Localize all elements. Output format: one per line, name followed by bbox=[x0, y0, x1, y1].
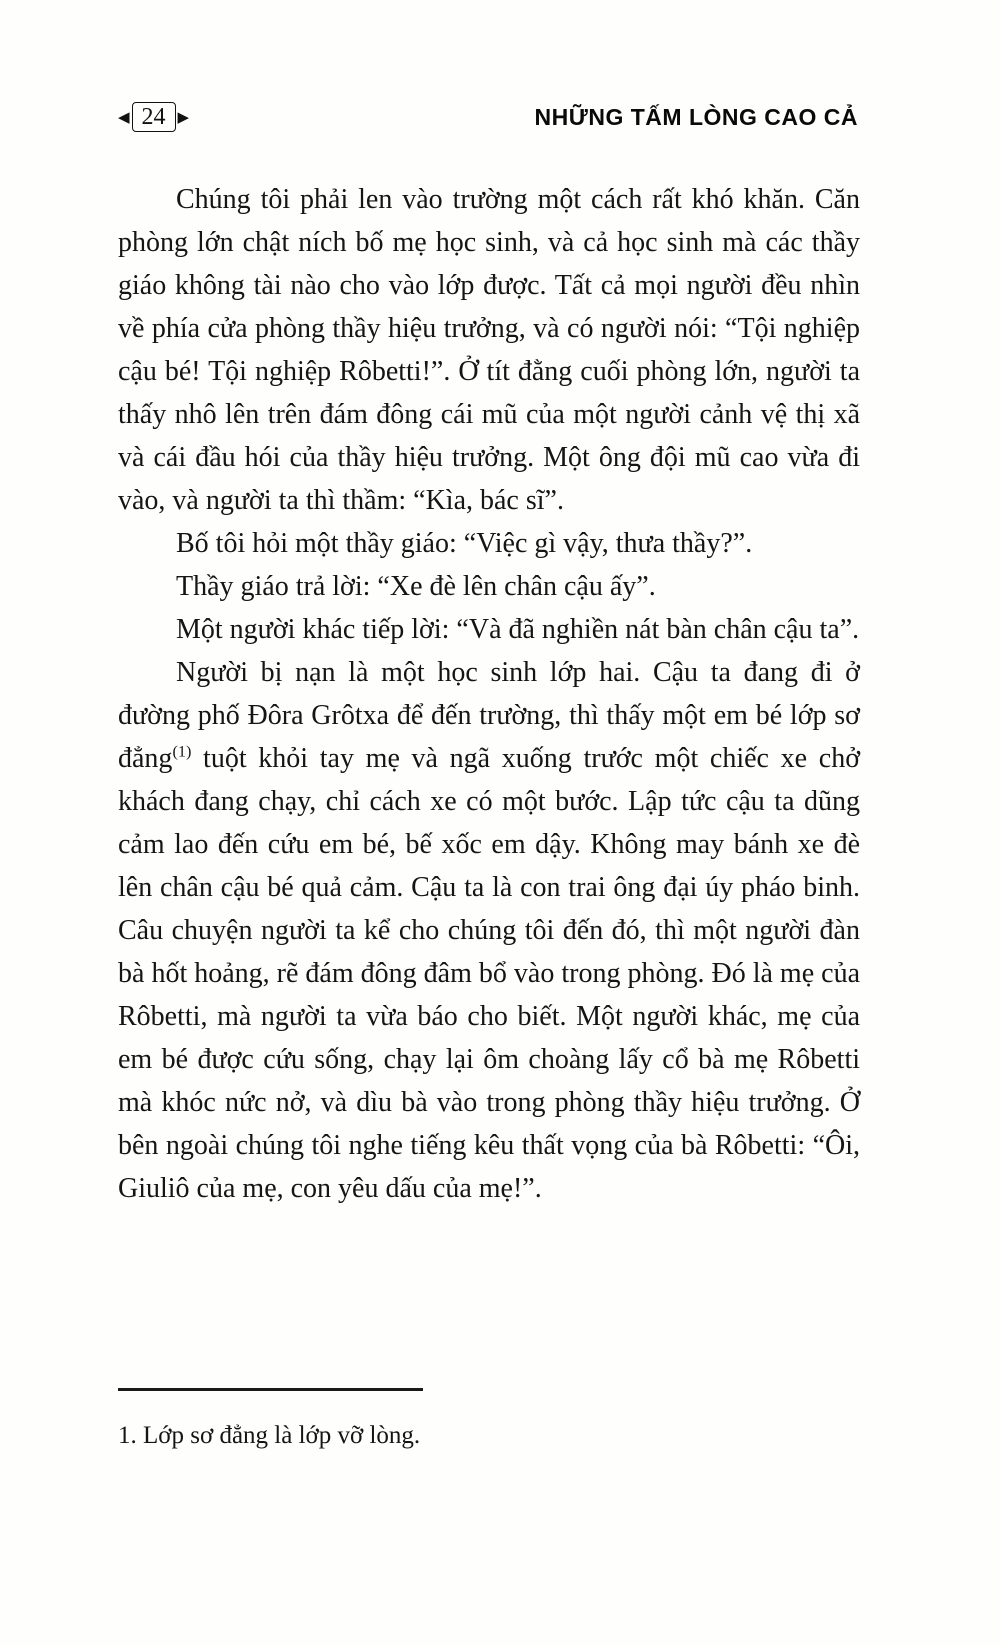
left-arrow-icon: ◀ bbox=[118, 107, 130, 126]
paragraph bbox=[118, 651, 860, 1210]
paragraph-text: Người bị nạn là một học sinh lớp hai. Cậu ta đang đi ở đường phố Đôra Grôtxa để đến trường, thì thấy một em bé lớp sơ đẳng bbox=[118, 657, 860, 774]
paragraph-text: tuột khỏi tay mẹ và ngã xuống trước một chiếc xe chở khách đang chạy, chỉ cách xe có một bước. Lập tức cậu ta dũng cảm lao đến cứu em bé, bế xốc em dậy. Không may bánh xe đè lên chân cậu bé quả cảm. Cậu ta là con trai ông đại úy pháo binh. Câu chuyện người ta kể cho chúng tôi đến đó, thì một người đàn bà hốt hoảng, rẽ đám đông đâm bổ vào trong phòng. Đó là mẹ của Rôbetti, mà người ta vừa báo cho biết. Một người khác, mẹ của em bé được cứu sống, chạy lại ôm choàng lấy cổ bà mẹ Rôbetti mà khóc nức nở, và dìu bà vào trong phòng thầy hiệu trưởng. Ở bên ngoài chúng tôi nghe tiếng kêu thất vọng của bà Rôbetti: “Ôi, Giuliô của mẹ, con yêu dấu của mẹ!”. bbox=[118, 743, 860, 1204]
paragraph: Thầy giáo trả lời: “Xe đè lên chân cậu ấy”. bbox=[176, 571, 656, 602]
footnote: 1. Lớp sơ đẳng là lớp vỡ lòng. bbox=[118, 1422, 421, 1449]
footnote-divider bbox=[118, 1388, 423, 1391]
page-number-badge bbox=[118, 102, 189, 132]
footnote-ref: (1) bbox=[172, 742, 192, 761]
page-number: 24 bbox=[132, 102, 176, 132]
paragraph: Bố tôi hỏi một thầy giáo: “Việc gì vậy, thưa thầy?”. bbox=[176, 528, 753, 559]
paragraph: Chúng tôi phải len vào trường một cách rất khó khăn. Căn phòng lớn chật ních bố mẹ học sinh, và cả học sinh mà các thầy giáo không tài nào cho vào lớp được. Tất cả mọi người đều nhìn về phía cửa phòng thầy hiệu trưởng, và có người nói: “Tội nghiệp cậu bé! Tội nghiệp Rôbetti!”. Ở tít đằng cuối phòng lớn, người ta thấy nhô lên trên đám đông cái mũ của một người cảnh vệ thị xã và cái đầu hói của thầy hiệu trưởng. Một ông đội mũ cao vừa đi vào, và người ta thì thầm: “Kìa, bác sĩ”. bbox=[118, 184, 860, 516]
right-arrow-icon: ▶ bbox=[177, 107, 190, 126]
page-header bbox=[118, 98, 858, 136]
page-content bbox=[118, 178, 860, 1210]
paragraph: Một người khác tiếp lời: “Và đã nghiền nát bàn chân cậu ta”. bbox=[176, 614, 860, 645]
book-title: NHỮNG TẤM LÒNG CAO CẢ bbox=[534, 103, 858, 130]
